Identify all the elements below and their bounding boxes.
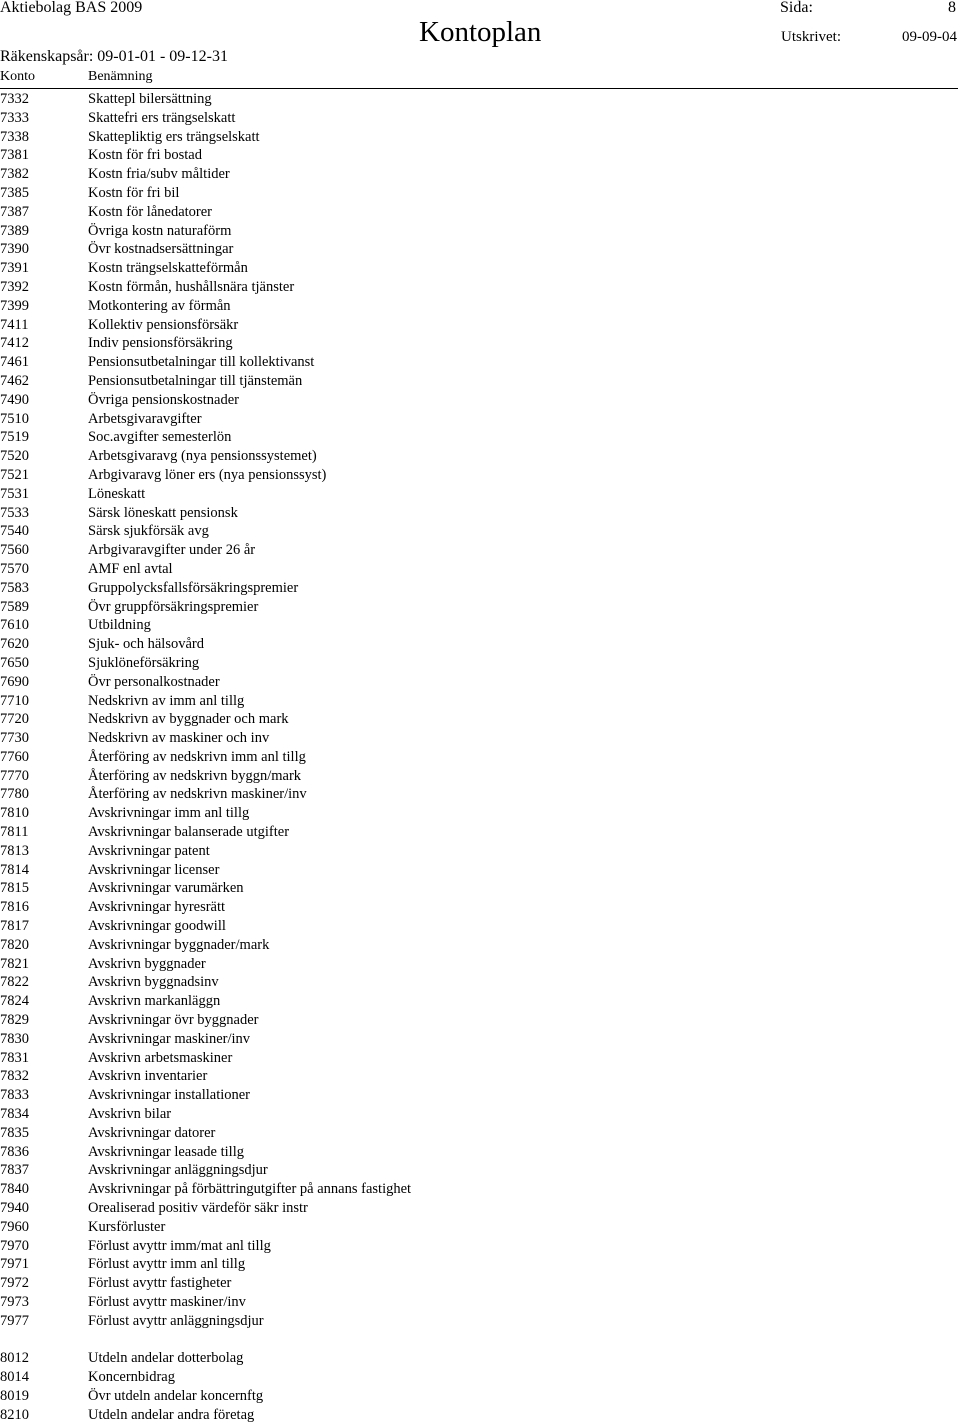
account-name: Förlust avyttr fastigheter: [88, 1275, 232, 1292]
account-row: [0, 673, 960, 692]
account-name: Orealiserad positiv värdeför säkr instr: [88, 1200, 308, 1217]
account-name: Övr gruppförsäkringspremier: [88, 598, 259, 615]
account-row: [0, 259, 960, 278]
account-name: Kostn trängselskatteförmån: [88, 260, 248, 277]
account-name: Särsk sjukförsäk avg: [88, 523, 209, 540]
account-row: [0, 278, 960, 297]
account-number: 7820: [0, 936, 29, 953]
column-header-account: Konto: [0, 69, 35, 84]
account-number: 7832: [0, 1068, 29, 1085]
account-name: Förlust avyttr anläggningsdjur: [88, 1312, 264, 1329]
account-number: 8014: [0, 1369, 29, 1386]
account-name: Nedskrivn av imm anl tillg: [88, 692, 245, 709]
account-number: 7389: [0, 222, 29, 239]
account-number: 7540: [0, 523, 29, 540]
account-number: 7520: [0, 448, 29, 465]
fiscal-year: Räkenskapsår: 09-01-01 - 09-12-31: [0, 48, 228, 65]
account-number: 7829: [0, 1012, 29, 1029]
account-row: [0, 1067, 960, 1086]
account-number: 7381: [0, 147, 29, 164]
account-number: 7835: [0, 1124, 29, 1141]
account-name: Skattepl bilersättning: [88, 91, 212, 107]
account-name: Övriga kostn naturaförm: [88, 222, 232, 239]
account-row: [0, 785, 960, 804]
account-number: 7972: [0, 1275, 29, 1292]
account-number: 7519: [0, 429, 29, 446]
account-name: Sjuklöneförsäkring: [88, 654, 200, 671]
account-number: 7760: [0, 748, 29, 765]
account-name: Kostn för lånedatorer: [88, 203, 213, 220]
account-row: [0, 973, 960, 992]
account-row: [0, 1293, 960, 1312]
account-name: Avskrivningar datorer: [88, 1124, 216, 1141]
account-row: [0, 504, 960, 523]
account-name: Kostn fria/subv måltider: [88, 166, 230, 183]
account-number: 7583: [0, 579, 29, 596]
account-number: 7521: [0, 466, 29, 483]
account-name: Övr kostnadsersättningar: [88, 241, 234, 258]
account-row: [0, 410, 960, 429]
account-number: 7824: [0, 993, 29, 1010]
account-row: [0, 654, 960, 673]
account-name: Nedskrivn av byggnader och mark: [88, 711, 289, 728]
account-name: Förlust avyttr maskiner/inv: [88, 1294, 246, 1310]
account-name: Återföring av nedskrivn maskiner/inv: [88, 786, 307, 803]
account-number: 7834: [0, 1106, 29, 1123]
account-row: [0, 1274, 960, 1293]
account-row: [0, 692, 960, 711]
account-row: [0, 353, 960, 372]
account-name: Arbetsgivaravgifter: [88, 410, 202, 427]
account-number: 7391: [0, 260, 29, 277]
account-number: 7332: [0, 91, 29, 107]
account-name: Avskrivn arbetsmaskiner: [88, 1049, 233, 1066]
account-row: [0, 861, 960, 880]
account-name: Avskrivningar installationer: [88, 1087, 251, 1104]
account-name: Kostn för fri bostad: [88, 147, 202, 164]
account-number: 7814: [0, 861, 29, 878]
account-row: [0, 936, 960, 955]
account-list: [0, 90, 960, 1425]
account-row: [0, 466, 960, 485]
account-number: 8012: [0, 1350, 29, 1367]
account-row: [0, 146, 960, 165]
account-number: 7971: [0, 1256, 29, 1273]
account-number: 7822: [0, 974, 29, 991]
account-row: [0, 334, 960, 353]
group-spacer: [0, 1331, 960, 1350]
account-name: Soc.avgifter semesterlön: [88, 429, 232, 446]
account-name: Utdeln andelar dotterbolag: [88, 1350, 244, 1367]
account-name: Förlust avyttr imm anl tillg: [88, 1256, 246, 1273]
account-number: 7813: [0, 842, 29, 859]
account-number: 7533: [0, 504, 29, 521]
page-label: Sida:: [780, 0, 813, 16]
account-name: Avskrivningar hyresrätt: [88, 899, 226, 916]
account-name: Kostn för fri bil: [88, 184, 180, 201]
account-row: [0, 1199, 960, 1218]
account-name: Skattefri ers trängselskatt: [88, 109, 236, 126]
account-name: Avskrivningar imm anl tillg: [88, 805, 250, 822]
account-number: 7836: [0, 1143, 29, 1160]
account-row: [0, 823, 960, 842]
account-number: 8019: [0, 1387, 29, 1404]
account-number: 8210: [0, 1406, 29, 1423]
page-number: 8: [948, 0, 956, 16]
account-row: [0, 485, 960, 504]
account-number: 7730: [0, 730, 29, 747]
account-number: 7960: [0, 1218, 29, 1235]
account-name: Utdeln andelar andra företag: [88, 1406, 255, 1423]
account-row: [0, 992, 960, 1011]
account-number: 7462: [0, 372, 29, 389]
account-name: Motkontering av förmån: [88, 297, 231, 314]
account-row: [0, 1105, 960, 1124]
account-number: 7490: [0, 391, 29, 408]
account-number: 7560: [0, 542, 29, 559]
account-number: 7382: [0, 166, 29, 183]
account-number: 7817: [0, 918, 29, 935]
account-number: 7840: [0, 1181, 29, 1198]
account-number: 7811: [0, 824, 29, 841]
account-name: Avskrivningar på förbättringutgifter på annans fastighet: [88, 1181, 412, 1198]
account-row: [0, 635, 960, 654]
account-number: 7710: [0, 692, 29, 709]
account-row: [0, 391, 960, 410]
account-row: [0, 898, 960, 917]
account-number: 7815: [0, 880, 29, 897]
account-name: Pensionsutbetalningar till kollektivanst: [88, 354, 315, 371]
account-row: [0, 917, 960, 936]
account-row: [0, 1049, 960, 1068]
account-number: 7833: [0, 1087, 29, 1104]
account-row: [0, 842, 960, 861]
account-row: [0, 109, 960, 128]
account-name: Avskrivningar licenser: [88, 861, 220, 878]
account-number: 7333: [0, 109, 29, 126]
account-row: [0, 710, 960, 729]
account-number: 7461: [0, 354, 29, 371]
printed-date: 09-09-04: [902, 29, 957, 45]
account-number: 7977: [0, 1312, 29, 1329]
account-name: Gruppolycksfallsförsäkringspremier: [88, 579, 299, 596]
account-name: Arbgivaravg löner ers (nya pensionssyst): [88, 466, 327, 483]
account-row: [0, 748, 960, 767]
account-row: [0, 598, 960, 617]
account-number: 7399: [0, 297, 29, 314]
account-name: Kostn förmån, hushållsnära tjänster: [88, 278, 295, 295]
account-row: [0, 372, 960, 391]
account-number: 7831: [0, 1049, 29, 1066]
account-row: [0, 184, 960, 203]
account-number: 7412: [0, 335, 29, 352]
account-number: 7780: [0, 786, 29, 803]
account-row: [0, 541, 960, 560]
account-name: Nedskrivn av maskiner och inv: [88, 730, 270, 747]
account-number: 7570: [0, 560, 29, 577]
account-row: [0, 165, 960, 184]
account-name: Pensionsutbetalningar till tjänstemän: [88, 372, 303, 389]
account-row: [0, 1011, 960, 1030]
account-name: Sjuk- och hälsovård: [88, 636, 204, 653]
account-name: Särsk löneskatt pensionsk: [88, 504, 238, 521]
account-row: [0, 879, 960, 898]
account-name: Avskrivningar leasade tillg: [88, 1143, 244, 1160]
page-title: Kontoplan: [419, 16, 542, 48]
column-header-name: Benämning: [88, 69, 153, 84]
account-name: Övr utdeln andelar koncernftg: [88, 1387, 264, 1404]
account-name: Avskrivningar byggnader/mark: [88, 936, 270, 953]
account-row: [0, 1124, 960, 1143]
account-row: [0, 428, 960, 447]
account-name: Avskrivningar anläggningsdjur: [88, 1162, 268, 1179]
header-divider: [0, 88, 958, 89]
company-name: Aktiebolag BAS 2009: [0, 0, 143, 16]
account-number: 7690: [0, 673, 29, 690]
account-row: [0, 579, 960, 598]
account-row: [0, 522, 960, 541]
account-name: Övriga pensionskostnader: [88, 391, 240, 408]
account-row: [0, 1255, 960, 1274]
account-row: [0, 1180, 960, 1199]
account-row: [0, 1312, 960, 1331]
account-name: AMF enl avtal: [88, 560, 173, 577]
account-number: 7392: [0, 278, 29, 295]
account-name: Avskrivningar goodwill: [88, 918, 226, 935]
account-row: [0, 1406, 960, 1425]
account-number: 7610: [0, 617, 29, 634]
account-name: Arbgivaravgifter under 26 år: [88, 542, 256, 559]
account-name: Arbetsgivaravg (nya pensionssystemet): [88, 448, 317, 465]
account-row: [0, 1030, 960, 1049]
account-number: 7620: [0, 636, 29, 653]
account-number: 7720: [0, 711, 29, 728]
account-name: Återföring av nedskrivn imm anl tillg: [88, 748, 306, 765]
account-row: [0, 1161, 960, 1180]
account-row: [0, 297, 960, 316]
account-name: Utbildning: [88, 617, 151, 634]
account-row: [0, 1368, 960, 1387]
account-name: Kollektiv pensionsförsäkr: [88, 316, 239, 333]
account-row: [0, 240, 960, 259]
account-number: 7390: [0, 241, 29, 258]
account-row: [0, 616, 960, 635]
account-number: 7810: [0, 805, 29, 822]
account-name: Avskrivningar patent: [88, 842, 210, 859]
account-row: [0, 90, 960, 109]
account-row: [0, 316, 960, 335]
account-name: Avskrivningar balanserade utgifter: [88, 824, 290, 841]
account-name: Kursförluster: [88, 1218, 166, 1235]
account-name: Avskrivn bilar: [88, 1106, 172, 1123]
account-name: Avskrivn inventarier: [88, 1068, 208, 1085]
account-name: Avskrivn byggnader: [88, 955, 206, 972]
account-row: [0, 1218, 960, 1237]
account-number: 7770: [0, 767, 29, 784]
account-number: 7821: [0, 955, 29, 972]
account-name: Avskrivn markanläggn: [88, 993, 221, 1010]
account-row: [0, 767, 960, 786]
account-name: Avskrivningar övr byggnader: [88, 1012, 259, 1029]
account-name: Avskrivn byggnadsinv: [88, 974, 219, 991]
account-number: 7531: [0, 485, 29, 502]
account-name: Övr personalkostnader: [88, 673, 220, 690]
account-row: [0, 729, 960, 748]
printed-label: Utskrivet:: [781, 29, 841, 45]
account-number: 7589: [0, 598, 29, 615]
account-name: Förlust avyttr imm/mat anl tillg: [88, 1237, 271, 1254]
account-number: 7940: [0, 1200, 29, 1217]
account-name: Avskrivningar maskiner/inv: [88, 1030, 251, 1047]
account-number: 7973: [0, 1294, 29, 1310]
account-row: [0, 1387, 960, 1406]
account-row: [0, 222, 960, 241]
account-name: Indiv pensionsförsäkring: [88, 335, 233, 352]
account-number: 7338: [0, 128, 29, 145]
account-number: 7650: [0, 654, 29, 671]
account-row: [0, 955, 960, 974]
account-number: 7411: [0, 316, 29, 333]
account-row: [0, 560, 960, 579]
account-name: Koncernbidrag: [88, 1369, 175, 1386]
account-row: [0, 1086, 960, 1105]
account-name: Återföring av nedskrivn byggn/mark: [88, 767, 302, 784]
account-name: Skattepliktig ers trängselskatt: [88, 128, 260, 145]
account-number: 7510: [0, 410, 29, 427]
account-row: [0, 1349, 960, 1368]
account-number: 7385: [0, 184, 29, 201]
account-number: 7970: [0, 1237, 29, 1254]
account-number: 7830: [0, 1030, 29, 1047]
account-number: 7837: [0, 1162, 29, 1179]
account-row: [0, 203, 960, 222]
account-row: [0, 804, 960, 823]
account-row: [0, 447, 960, 466]
account-row: [0, 1237, 960, 1256]
account-row: [0, 1143, 960, 1162]
account-number: 7816: [0, 899, 29, 916]
account-number: 7387: [0, 203, 29, 220]
account-row: [0, 128, 960, 147]
account-name: Avskrivningar varumärken: [88, 880, 244, 897]
account-name: Löneskatt: [88, 485, 146, 502]
